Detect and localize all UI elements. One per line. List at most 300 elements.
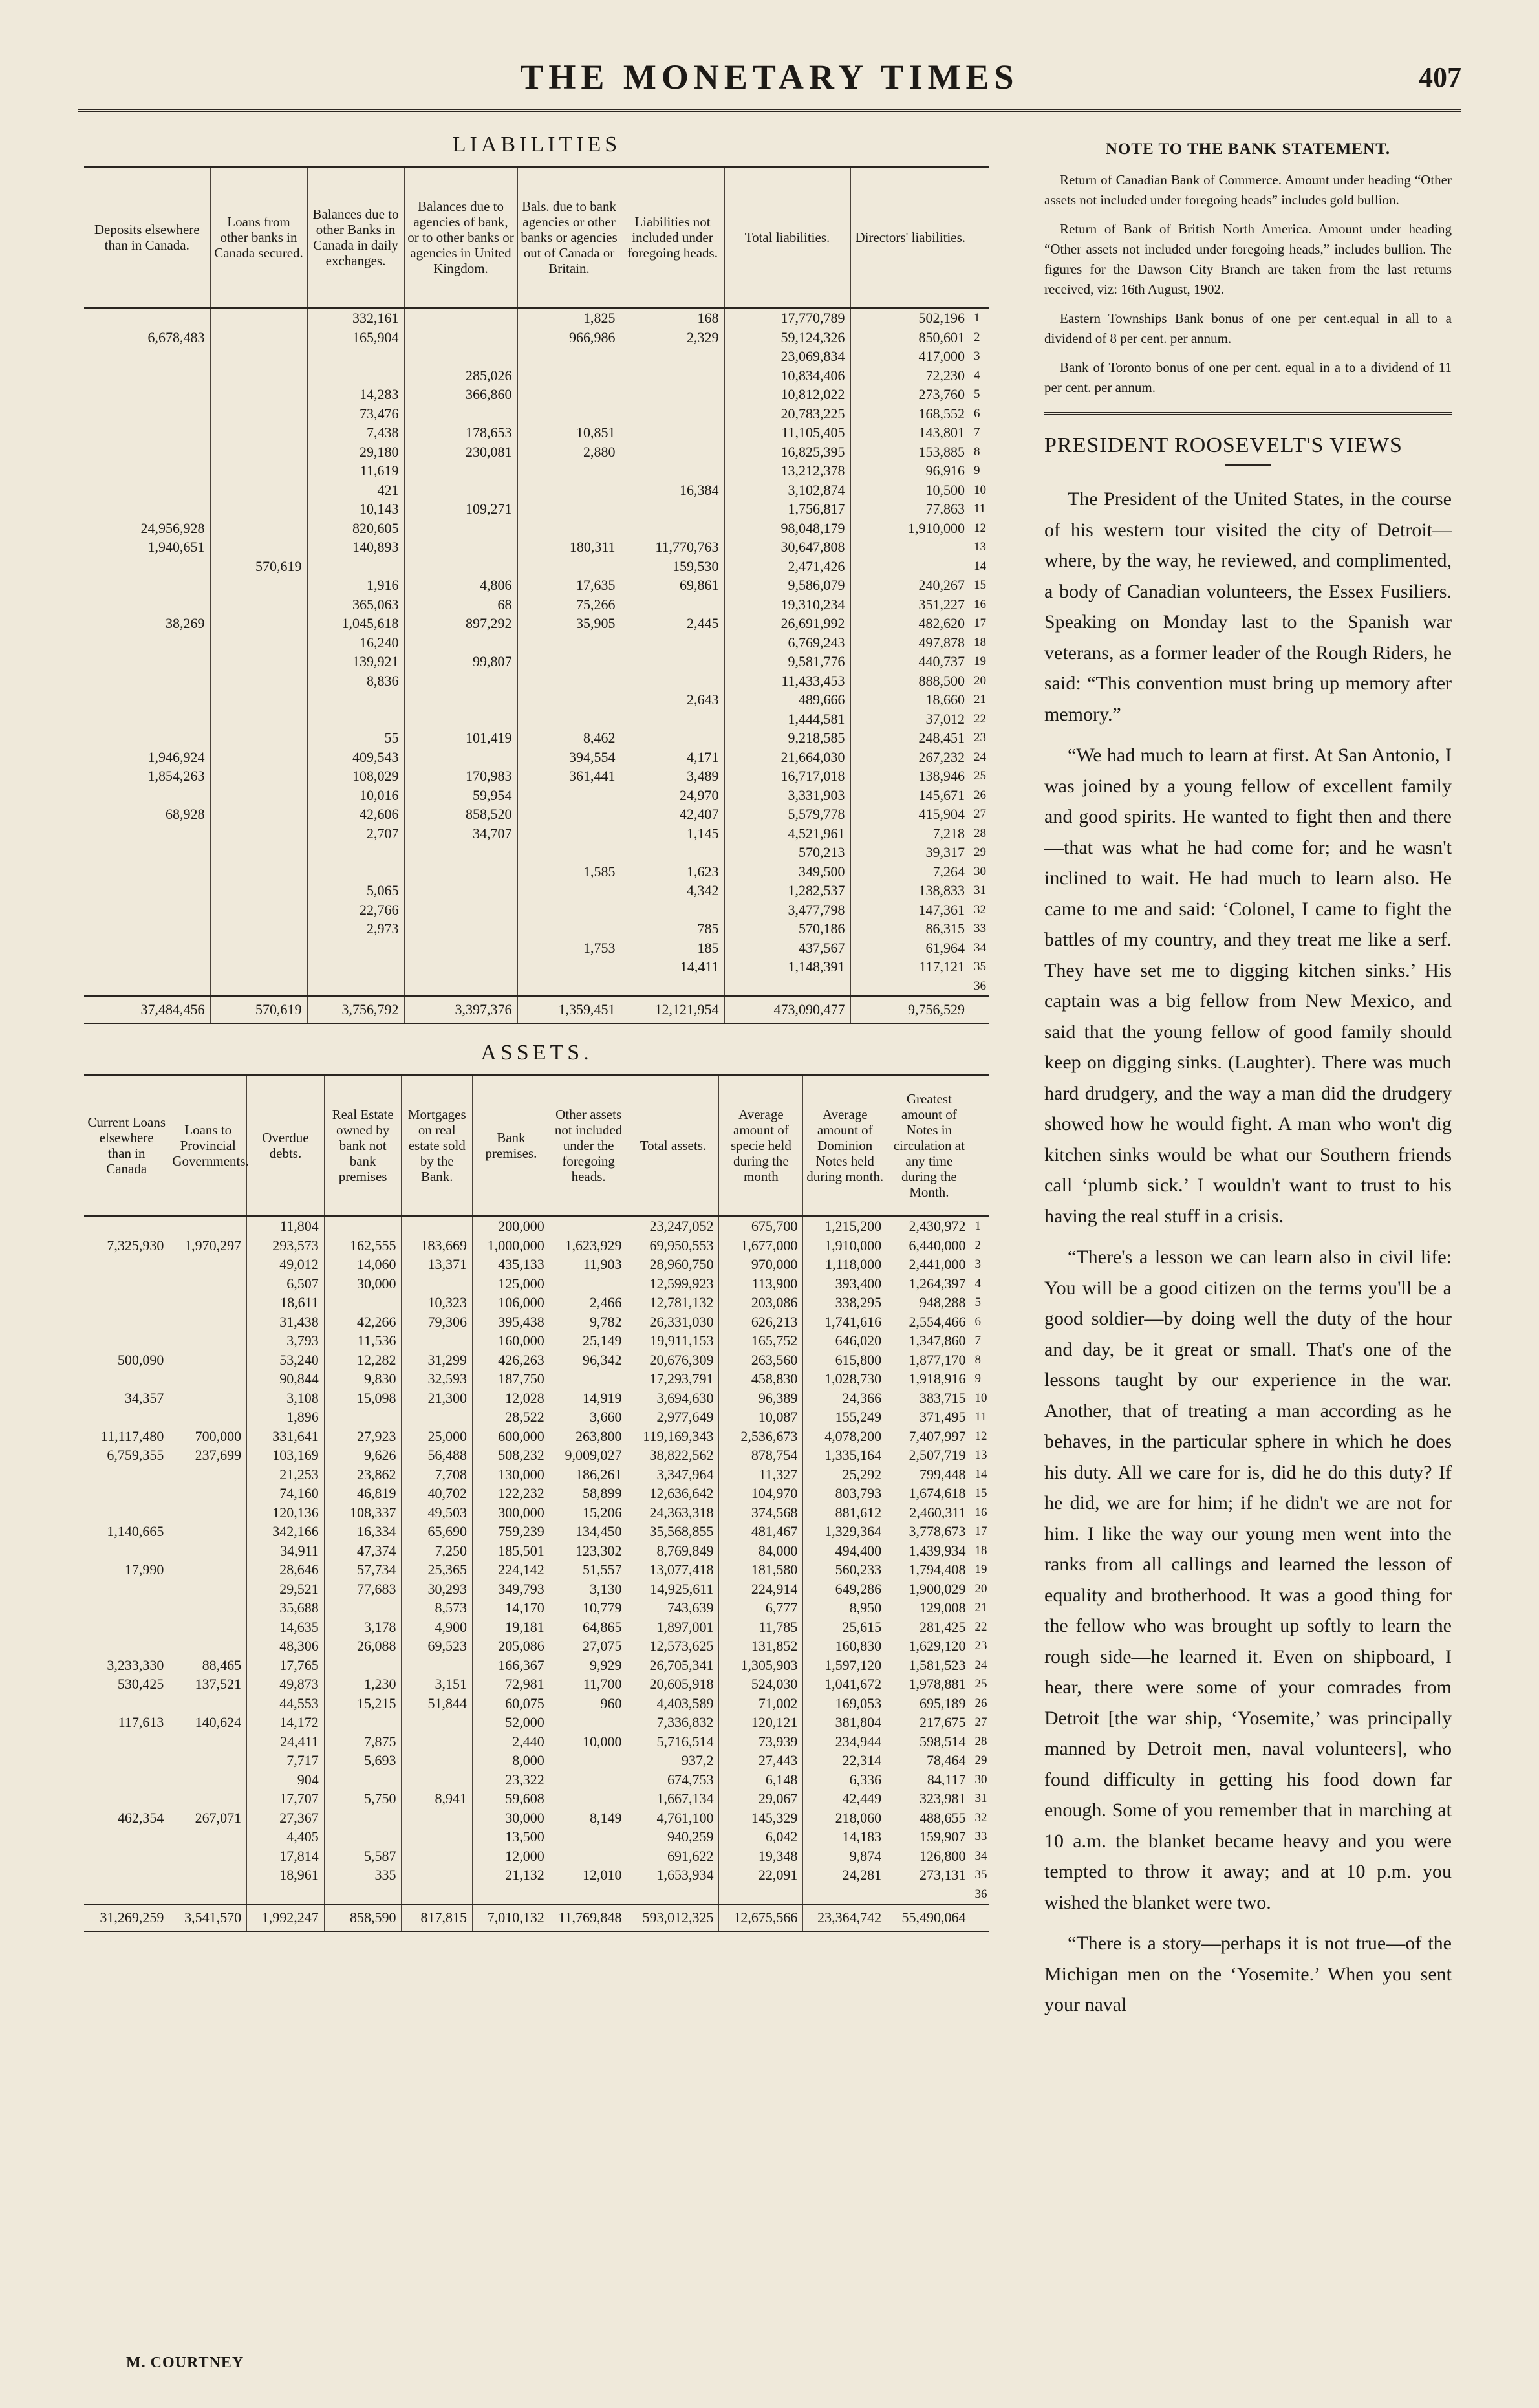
table-cell: 18,961: [247, 1865, 325, 1885]
table-cell: 59,124,326: [724, 328, 850, 347]
table-cell: 695,189: [887, 1694, 971, 1713]
row-number: 11: [974, 502, 986, 515]
table-cell: 31,299: [402, 1350, 473, 1370]
table-cell: [473, 1885, 550, 1905]
table-cell: 1,674,618: [887, 1484, 971, 1503]
table-cell: 88,465: [169, 1656, 247, 1675]
table-cell: [404, 748, 517, 767]
table-cell: 12,636,642: [627, 1484, 719, 1503]
assets-column-header: Total assets.: [627, 1075, 719, 1216]
table-cell: 332,161: [307, 308, 404, 328]
table-cell: 1,145: [621, 824, 724, 843]
table-row: [84, 1465, 989, 1484]
table-row: [84, 843, 989, 862]
table-cell: 12,010: [550, 1865, 627, 1885]
table-row: [84, 1598, 989, 1618]
table-cell: 331,641: [247, 1427, 325, 1446]
table-row: [84, 499, 989, 519]
table-cell: 77,863: [850, 499, 970, 519]
table-cell: [169, 1407, 247, 1427]
table-cell: 4,403,589: [627, 1694, 719, 1713]
table-cell: 3,477,798: [724, 900, 850, 920]
total-cell: 3,397,376: [404, 996, 517, 1023]
table-cell: [169, 1789, 247, 1808]
table-cell: [210, 728, 307, 748]
table-cell: [850, 977, 970, 997]
total-cell: 55,490,064: [887, 1904, 971, 1931]
table-row: [84, 977, 989, 997]
table-cell: 2,973: [307, 919, 404, 938]
row-number: 31: [974, 884, 986, 897]
table-cell: [517, 710, 621, 729]
liabilities-column-header: Liabilities not included under foregoing heads.: [621, 167, 724, 308]
table-cell: 1,653,934: [627, 1865, 719, 1885]
note-title: NOTE TO THE BANK STATEMENT.: [1105, 140, 1391, 158]
table-cell: [84, 1216, 169, 1236]
table-cell: [621, 461, 724, 481]
table-cell: 2,554,466: [887, 1312, 971, 1332]
table-cell: 9,626: [324, 1446, 402, 1465]
liabilities-column-header: Loans from other banks in Canada secured.: [210, 167, 307, 308]
table-cell: 524,030: [719, 1675, 803, 1694]
table-cell: 10,834,406: [724, 366, 850, 385]
table-row: [84, 1522, 989, 1541]
liabilities-column-header: Balances due to other Banks in Canada in daily exchanges.: [307, 167, 404, 308]
note-paragraph: Return of Bank of British North America. Amount under heading “Other assets not included under foregoing heads,” includes bullion. The figures for the Dawson City Branch are taken from the last returns received, viz: 16th August, 1902.: [1044, 221, 1452, 297]
row-number: 17: [974, 616, 986, 630]
table-cell: 9,009,027: [550, 1446, 627, 1465]
table-cell: [84, 1618, 169, 1637]
bank-statement-note: [1044, 140, 1452, 398]
table-row: [84, 576, 989, 595]
table-cell: [84, 1865, 169, 1885]
table-cell: 160,000: [473, 1331, 550, 1350]
table-cell: 820,605: [307, 519, 404, 538]
header-rule: [78, 109, 1461, 112]
table-cell: [210, 766, 307, 786]
table-cell: 218,060: [803, 1808, 887, 1828]
table-cell: [169, 1732, 247, 1752]
table-cell: [517, 919, 621, 938]
table-cell: [210, 385, 307, 404]
table-cell: [169, 1274, 247, 1294]
table-cell: 27,367: [247, 1808, 325, 1828]
table-cell: 4,078,200: [803, 1427, 887, 1446]
table-cell: 16,717,018: [724, 766, 850, 786]
assets-column-header: Mortgages on real estate sold by the Bank.: [402, 1075, 473, 1216]
table-cell: 3,331,903: [724, 786, 850, 805]
table-cell: 9,586,079: [724, 576, 850, 595]
table-cell: [517, 977, 621, 997]
table-cell: [84, 1369, 169, 1389]
table-cell: 86,315: [850, 919, 970, 938]
table-cell: 281,425: [887, 1618, 971, 1637]
table-cell: 8,836: [307, 671, 404, 691]
table-cell: 691,622: [627, 1847, 719, 1866]
table-cell: 53,240: [247, 1350, 325, 1370]
table-cell: 2,880: [517, 442, 621, 462]
table-row: [84, 728, 989, 748]
table-cell: 203,086: [719, 1293, 803, 1312]
table-cell: 84,000: [719, 1541, 803, 1561]
table-cell: 560,233: [803, 1560, 887, 1579]
table-cell: 1,896: [247, 1407, 325, 1427]
table-row: [84, 1216, 989, 1236]
table-cell: 24,363,318: [627, 1503, 719, 1523]
table-cell: 2,329: [621, 328, 724, 347]
row-number: 10: [974, 483, 986, 497]
table-cell: 169,053: [803, 1694, 887, 1713]
table-cell: 1,585: [517, 862, 621, 882]
table-cell: [307, 710, 404, 729]
table-cell: 7,264: [850, 862, 970, 882]
table-row: [84, 1255, 989, 1274]
table-cell: 1,897,001: [627, 1618, 719, 1637]
table-cell: [84, 843, 210, 862]
table-cell: 17,814: [247, 1847, 325, 1866]
table-cell: 2,507,719: [887, 1446, 971, 1465]
table-cell: [84, 557, 210, 576]
table-cell: 10,779: [550, 1598, 627, 1618]
table-cell: 1,045,618: [307, 614, 404, 633]
table-cell: 966,986: [517, 328, 621, 347]
table-cell: 18,611: [247, 1293, 325, 1312]
table-cell: 6,678,483: [147, 329, 205, 345]
table-cell: 28,646: [247, 1560, 325, 1579]
page-number: 407: [1419, 61, 1461, 93]
table-cell: [887, 1885, 971, 1905]
bank-statement-tables: [84, 133, 989, 1932]
table-cell: [210, 308, 307, 328]
table-row: [84, 652, 989, 671]
row-number: 10: [974, 1391, 987, 1405]
assets-column-header: Overdue debts.: [247, 1075, 325, 1216]
table-cell: [404, 519, 517, 538]
table-cell: 205,086: [473, 1636, 550, 1656]
table-cell: 68: [404, 595, 517, 614]
table-cell: 22,766: [307, 900, 404, 920]
table-cell: 35,688: [247, 1598, 325, 1618]
table-cell: 3,233,330: [107, 1656, 164, 1673]
assets-column-header: Average amount of Dominion Notes held during month.: [803, 1075, 887, 1216]
table-cell: 21,300: [402, 1389, 473, 1408]
table-cell: 224,914: [719, 1579, 803, 1599]
table-cell: 34,911: [247, 1541, 325, 1561]
table-cell: 1,978,881: [887, 1675, 971, 1694]
table-cell: [307, 843, 404, 862]
table-cell: 2,466: [550, 1293, 627, 1312]
row-number: 33: [974, 1830, 987, 1843]
table-cell: [210, 404, 307, 424]
table-cell: [307, 862, 404, 882]
table-cell: 131,852: [719, 1636, 803, 1656]
table-row: [84, 1293, 989, 1312]
table-row: [84, 328, 989, 347]
table-cell: 13,212,378: [724, 461, 850, 481]
table-cell: 1,581,523: [887, 1656, 971, 1675]
article-paragraph: “There's a lesson we can learn also in civil life: You will be a good citizen on the terms you'll be a good soldier—by doing well the duty of the hour and day, be it great or small. That's one of the lessons taught by our experience in the war. Another, that of treating a man according as he behaves, in the particular sphere in which he does his duty. All we care for is, did he do this duty? If he did, we are for him; if he didn't we are not for him. I like the way our young men went into the ranks from all callings and learned the lesson of equality and brotherhood. It was a good thing for the fellow who was brought up softly to learn the rough side—he learned it. Even on shipboard, I hear, there were some of your comrades from Detroit [the war ship, ‘Yosemite,’ was principally manned by Detroit men, naval volunteers], who found difficulty in getting his food down far enough. Some of you remember that in marching at 10 a.m. the blanket became heavy and you were tempted to throw it away; and at 10 p.m. you wished the blanket were two.: [1044, 1246, 1452, 1913]
table-cell: 5,716,514: [627, 1732, 719, 1752]
table-cell: [627, 1885, 719, 1905]
table-cell: 3,660: [550, 1407, 627, 1427]
table-cell: 285,026: [404, 366, 517, 385]
table-row: [84, 1751, 989, 1770]
table-cell: [404, 671, 517, 691]
table-cell: 162,555: [324, 1236, 402, 1255]
table-cell: 500,090: [117, 1351, 164, 1368]
table-cell: 26,705,341: [627, 1656, 719, 1675]
table-cell: [550, 1274, 627, 1294]
row-number: 35: [974, 1868, 987, 1882]
table-cell: 5,693: [324, 1751, 402, 1770]
table-cell: 140,893: [307, 537, 404, 557]
table-cell: [404, 938, 517, 958]
table-cell: 22,314: [803, 1751, 887, 1770]
table-cell: 675,700: [719, 1216, 803, 1236]
table-cell: [169, 1618, 247, 1637]
table-cell: 44,553: [247, 1694, 325, 1713]
table-cell: 79,306: [402, 1312, 473, 1332]
table-cell: 674,753: [627, 1770, 719, 1790]
table-cell: 1,667,134: [627, 1789, 719, 1808]
table-cell: [517, 461, 621, 481]
table-cell: [404, 977, 517, 997]
table-cell: 29,180: [307, 442, 404, 462]
assets-column-header: Current Loans elsewhere than in Canada: [84, 1075, 169, 1216]
table-cell: 178,653: [404, 423, 517, 442]
row-number: 21: [974, 1601, 987, 1614]
row-number: 15: [974, 1486, 987, 1500]
table-cell: 187,750: [473, 1369, 550, 1389]
table-cell: [324, 1827, 402, 1847]
table-cell: 140,624: [169, 1713, 247, 1732]
table-cell: 1,028,730: [803, 1369, 887, 1389]
table-row: [84, 1407, 989, 1427]
table-cell: 37,012: [850, 710, 970, 729]
liabilities-column-header: [970, 167, 989, 308]
table-cell: 69,861: [621, 576, 724, 595]
table-cell: [404, 328, 517, 347]
table-cell: 59,954: [404, 786, 517, 805]
table-cell: 38,269: [166, 615, 205, 631]
table-cell: [550, 1713, 627, 1732]
table-cell: 803,793: [803, 1484, 887, 1503]
row-number: 1: [974, 311, 980, 325]
table-cell: 98,048,179: [724, 519, 850, 538]
table-cell: 234,944: [803, 1732, 887, 1752]
table-cell: 437,567: [724, 938, 850, 958]
table-cell: 7,407,997: [887, 1427, 971, 1446]
table-cell: [517, 385, 621, 404]
note-paragraph: Eastern Townships Bank bonus of one per cent.equal in all to a dividend of 8 per cent. per annum.: [1044, 310, 1452, 346]
table-row: [84, 366, 989, 385]
table-row: [84, 1808, 989, 1828]
table-cell: [84, 1465, 169, 1484]
table-cell: 14,170: [473, 1598, 550, 1618]
table-cell: 1,444,581: [724, 710, 850, 729]
table-cell: 47,374: [324, 1541, 402, 1561]
table-cell: 1,282,537: [724, 881, 850, 900]
table-cell: 23,862: [324, 1465, 402, 1484]
table-cell: 4,900: [402, 1618, 473, 1637]
table-cell: 18,660: [850, 690, 970, 710]
table-cell: [517, 652, 621, 671]
table-cell: [324, 1216, 402, 1236]
table-cell: 23,247,052: [627, 1216, 719, 1236]
table-cell: 615,800: [803, 1350, 887, 1370]
table-cell: 2,441,000: [887, 1255, 971, 1274]
section-rule: [1044, 412, 1452, 415]
table-cell: 10,087: [719, 1407, 803, 1427]
table-cell: 12,282: [324, 1350, 402, 1370]
table-cell: [210, 499, 307, 519]
table-row: [84, 671, 989, 691]
table-cell: 21,132: [473, 1865, 550, 1885]
table-cell: 52,000: [473, 1713, 550, 1732]
table-cell: [169, 1293, 247, 1312]
table-cell: [210, 461, 307, 481]
table-cell: 1,264,397: [887, 1274, 971, 1294]
total-cell: 11,769,848: [550, 1904, 627, 1931]
table-cell: 17,707: [247, 1789, 325, 1808]
row-number: 16: [974, 597, 986, 611]
table-cell: [550, 1751, 627, 1770]
row-number: 29: [974, 845, 986, 859]
total-cell: 817,815: [402, 1904, 473, 1931]
table-row: [84, 1312, 989, 1332]
table-cell: 56,488: [402, 1446, 473, 1465]
table-cell: [210, 919, 307, 938]
table-cell: 426,263: [473, 1350, 550, 1370]
table-cell: 374,568: [719, 1503, 803, 1523]
table-cell: [84, 1789, 169, 1808]
table-row: [84, 1713, 989, 1732]
table-cell: 10,323: [402, 1293, 473, 1312]
table-cell: [404, 881, 517, 900]
table-cell: 147,361: [850, 900, 970, 920]
table-cell: [517, 824, 621, 843]
table-cell: [210, 614, 307, 633]
table-cell: 6,507: [247, 1274, 325, 1294]
table-cell: 126,800: [887, 1847, 971, 1866]
table-cell: [84, 461, 210, 481]
table-cell: [84, 1885, 169, 1905]
table-cell: 19,348: [719, 1847, 803, 1866]
table-cell: 458,830: [719, 1369, 803, 1389]
table-cell: 878,754: [719, 1446, 803, 1465]
table-cell: 273,760: [850, 385, 970, 404]
table-cell: 1,439,934: [887, 1541, 971, 1561]
table-cell: [84, 1579, 169, 1599]
table-cell: 2,440: [473, 1732, 550, 1752]
table-cell: [210, 710, 307, 729]
table-cell: 1,629,120: [887, 1636, 971, 1656]
table-cell: [210, 843, 307, 862]
row-number: 18: [974, 635, 986, 649]
table-cell: [621, 499, 724, 519]
table-cell: 78,464: [887, 1751, 971, 1770]
table-cell: 51,844: [402, 1694, 473, 1713]
table-cell: 960: [550, 1694, 627, 1713]
row-number: 15: [974, 578, 986, 592]
table-row: [84, 1484, 989, 1503]
article-paragraph: “We had much to learn at first. At San Antonio, I was joined by a young fellow of excellent family and good spirits. He wanted to fight then and there—that was what he had come for; and he wasn't inclined to wait. He had much to learn also. He came to me and said: ‘Colonel, I came to fight the battles of my country, and they treat me like a serf. They have set me to digging kitchen sinks.’ His captain was a big fellow from New Mexico, and said that the young fellow of good family should keep on digging sinks. (Laughter). There was much hard drudgery, and the way a man did the drudgery showed how he would fight. A man who won't dig kitchen sinks would be what our Southern friends call ‘plumb sick.’ I wouldn't want to trust to his having the real stuff in a crisis.: [1044, 744, 1452, 1227]
table-cell: 185,501: [473, 1541, 550, 1561]
table-cell: [169, 1312, 247, 1332]
row-number: 8: [974, 444, 980, 459]
table-cell: 4,806: [404, 576, 517, 595]
table-cell: 49,873: [247, 1675, 325, 1694]
table-cell: 1,910,000: [850, 519, 970, 538]
table-cell: 145,329: [719, 1808, 803, 1828]
table-cell: [169, 1331, 247, 1350]
table-cell: 24,366: [803, 1389, 887, 1408]
table-cell: [621, 671, 724, 691]
table-cell: [84, 977, 210, 997]
table-cell: 3,694,630: [627, 1389, 719, 1408]
table-cell: 64,865: [550, 1618, 627, 1637]
table-cell: 14,635: [247, 1618, 325, 1637]
table-cell: 267,071: [169, 1808, 247, 1828]
table-cell: 3,151: [402, 1675, 473, 1694]
table-row: [84, 1675, 989, 1694]
table-cell: 39,317: [850, 843, 970, 862]
table-cell: 165,752: [719, 1331, 803, 1350]
table-cell: 34,357: [124, 1389, 164, 1406]
table-cell: [169, 1579, 247, 1599]
table-cell: 96,342: [550, 1350, 627, 1370]
table-cell: 20,605,918: [627, 1675, 719, 1694]
table-cell: 1,854,263: [147, 768, 205, 784]
table-cell: 481,467: [719, 1522, 803, 1541]
table-cell: [719, 1885, 803, 1905]
table-cell: 69,523: [402, 1636, 473, 1656]
table-cell: 57,734: [324, 1560, 402, 1579]
table-cell: [210, 748, 307, 767]
row-number: 20: [974, 1581, 987, 1596]
table-row: [84, 1389, 989, 1408]
table-cell: 8,000: [473, 1751, 550, 1770]
table-cell: [84, 576, 210, 595]
table-cell: 25,149: [550, 1331, 627, 1350]
table-cell: [803, 1885, 887, 1905]
table-cell: [210, 576, 307, 595]
table-row: [84, 557, 989, 576]
table-cell: 1,910,000: [803, 1236, 887, 1255]
table-cell: 4,171: [621, 748, 724, 767]
table-cell: [550, 1216, 627, 1236]
table-cell: 42,266: [324, 1312, 402, 1332]
table-row: [84, 900, 989, 920]
table-cell: [210, 938, 307, 958]
table-cell: [724, 977, 850, 997]
table-row: [84, 862, 989, 882]
row-number: 17: [974, 1524, 987, 1538]
table-cell: 850,601: [850, 328, 970, 347]
table-cell: [210, 537, 307, 557]
table-cell: 9,218,585: [724, 728, 850, 748]
table-cell: [550, 1770, 627, 1790]
row-number: 11: [974, 1410, 987, 1424]
row-number: 33: [974, 922, 986, 935]
table-cell: 421: [307, 481, 404, 500]
table-row: [84, 404, 989, 424]
table-cell: 937,2: [627, 1751, 719, 1770]
row-number: 1: [974, 1219, 981, 1233]
table-cell: 338,295: [803, 1293, 887, 1312]
table-cell: [84, 442, 210, 462]
table-cell: [84, 308, 210, 328]
